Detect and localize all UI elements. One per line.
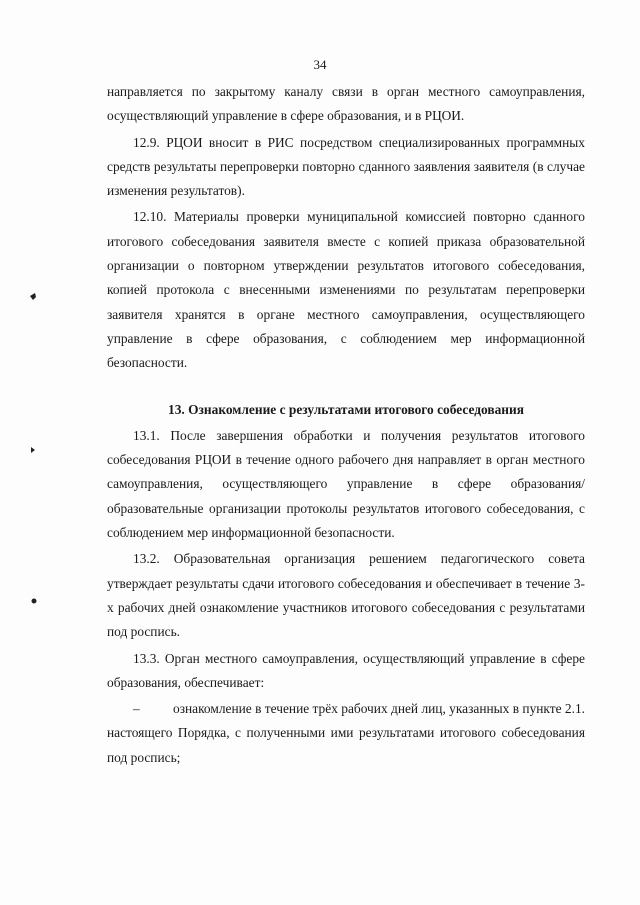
page-number: 34 [313,57,327,72]
scan-mark [32,599,37,604]
scan-mark [31,447,35,453]
paragraph-13-3: 13.3. Орган местного самоуправления, осуществляющий управление в сфере образования, обеспечивает: [107,650,585,690]
list-item-text: ознакомление в течение трёх рабочих дней лиц, указанных в пункте 2.1. настоящего Порядка, с полученными ими результатами итогового собеседования под роспись; [107,701,585,765]
list-item-dash-1 [107,697,585,770]
paragraph-13-1: 13.1. После завершения обработки и получения результатов итогового собеседования РЦОИ в течение одного рабочего дня направляет в орган местного самоуправления, осуществляющего управление в сфере образования/образовательные организации протоколы результатов итогового собеседования, с соблюдением мер информационной безопасности. [107,427,585,541]
paragraph-12-9: 12.9. РЦОИ вносит в РИС посредством специализированных программных средств результаты перепроверки повторно сданного заявления заявителя (в случае изменения результатов). [107,134,585,199]
paragraph-12-10: 12.10. Материалы проверки муниципальной комиссией повторно сданного итогового собеседования заявителя вместе с копией приказа образовательной организации о повторном утверждении результатов итогового собеседования, копией протокола с внесенными изменениями по результатам перепроверки заявителя хранятся в органе местного самоуправления, осуществляющего управление в сфере образования, с соблюдением мер информационной безопасности. [107,209,585,371]
section-heading-13: 13. Ознакомление с результатами итогового собеседования [168,401,524,417]
paragraph-13-2: 13.2. Образовательная организация решением педагогического совета утверждает результаты сдачи итогового собеседования и обеспечивает в течение 3-х рабочих дней ознакомление участников итогового собеседования с результатами под роспись. [107,551,585,640]
paragraph-continuation: направляется по закрытому каналу связи в орган местного самоуправления, осуществляющий управление в сфере образования, и в РЦОИ. [107,84,585,124]
scan-mark [30,293,36,300]
document-body [107,80,585,770]
dash-marker: – [133,701,140,717]
